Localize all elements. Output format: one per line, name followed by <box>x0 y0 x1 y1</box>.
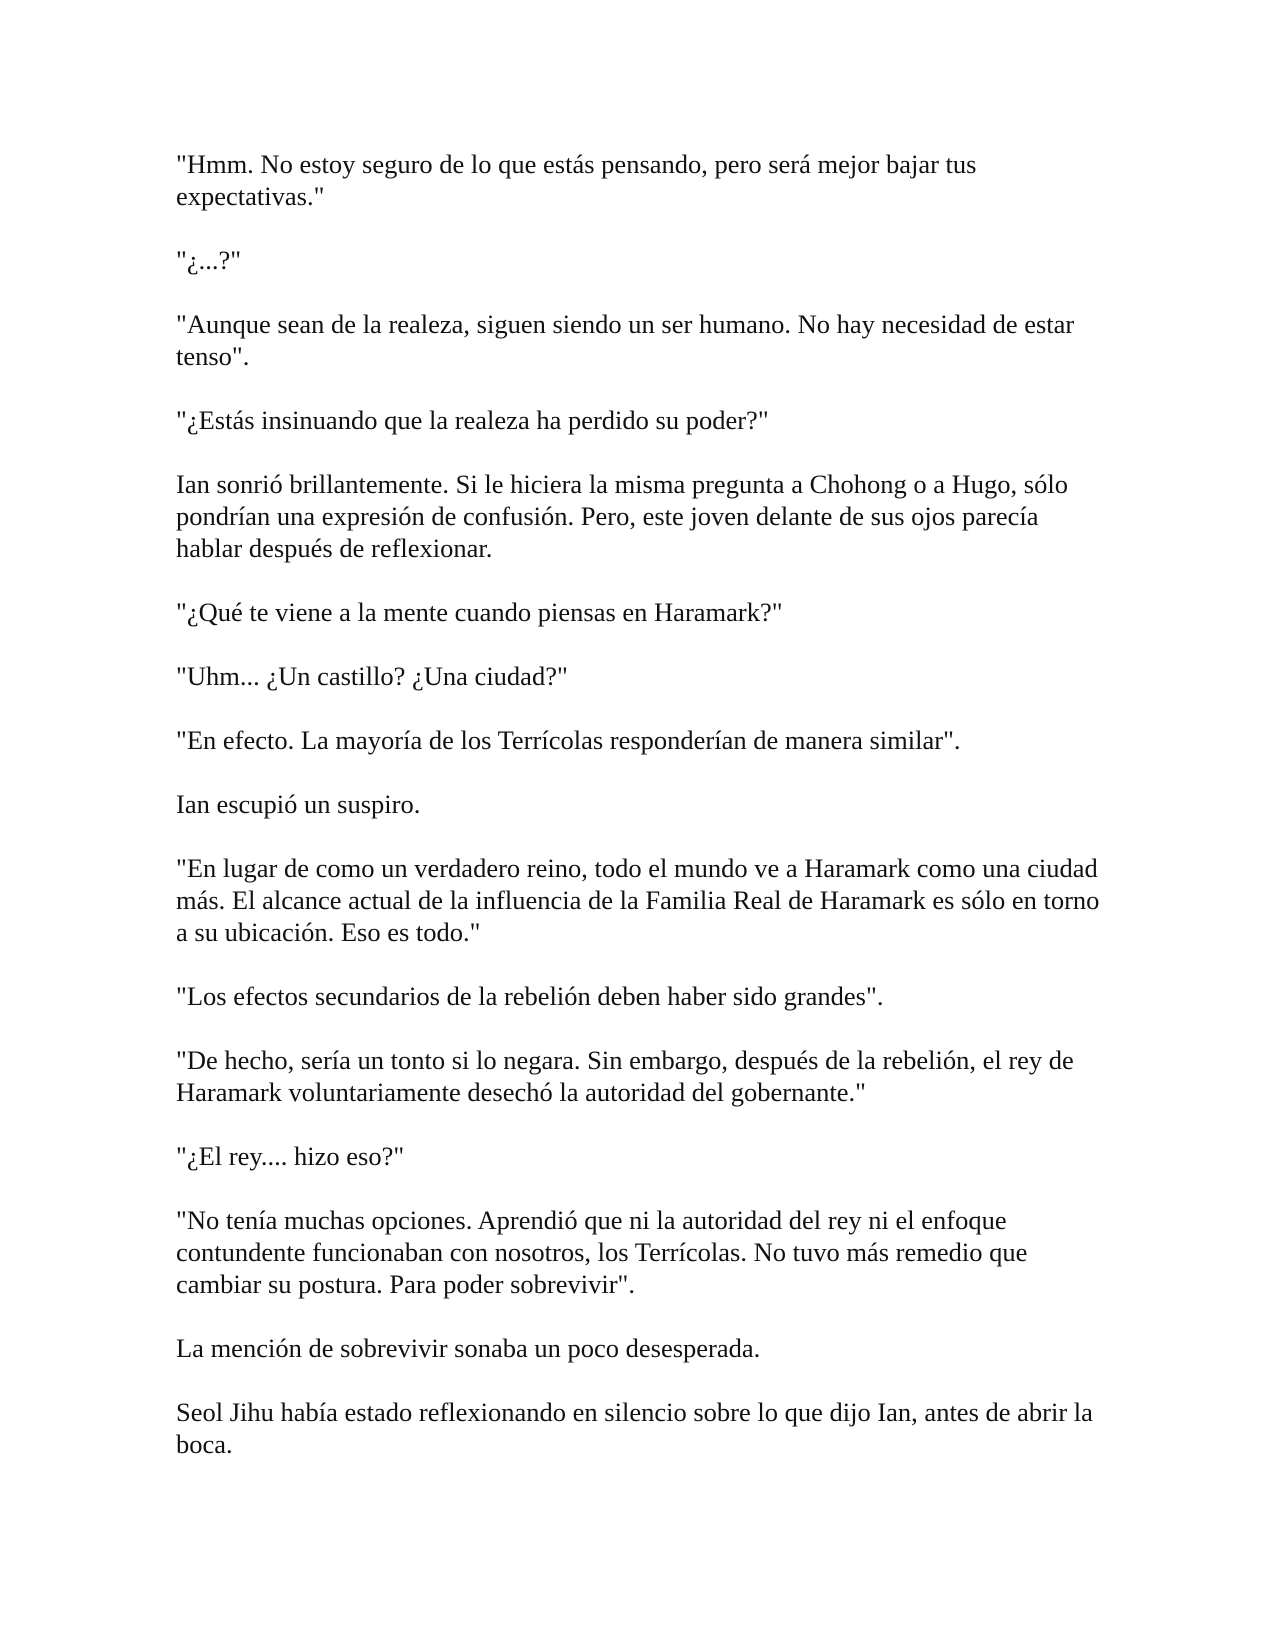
paragraph-15: La mención de sobrevivir sonaba un poco desesperada. <box>176 1333 761 1363</box>
paragraph-5: Ian sonrió brillantemente. Si le hiciera la misma pregunta a Chohong o a Hugo, sólo pondrían una expresión de confusión. Pero, este joven delante de sus ojos parecía hablar después de reflexionar. <box>176 469 1068 563</box>
paragraph-6: "¿Qué te viene a la mente cuando piensas en Haramark?" <box>176 597 783 627</box>
paragraph-2: "¿...?" <box>176 245 242 275</box>
paragraph-14: "No tenía muchas opciones. Aprendió que ni la autoridad del rey ni el enfoque contundente funcionaban con nosotros, los Terrícolas. No tuvo más remedio que cambiar su postura. Para poder sobrevivir". <box>176 1205 1028 1299</box>
paragraph-13: "¿El rey.... hizo eso?" <box>176 1141 405 1171</box>
body-text <box>176 148 1106 1492</box>
paragraph-4: "¿Estás insinuando que la realeza ha perdido su poder?" <box>176 405 769 435</box>
paragraph-12: "De hecho, sería un tonto si lo negara. Sin embargo, después de la rebelión, el rey de Haramark voluntariamente desechó la autoridad del gobernante." <box>176 1045 1074 1107</box>
paragraph-9: Ian escupió un suspiro. <box>176 789 421 819</box>
paragraph-1: "Hmm. No estoy seguro de lo que estás pensando, pero será mejor bajar tus expectativas." <box>176 149 977 211</box>
paragraph-3: "Aunque sean de la realeza, siguen siendo un ser humano. No hay necesidad de estar tenso". <box>176 309 1075 371</box>
paragraph-10: "En lugar de como un verdadero reino, todo el mundo ve a Haramark como una ciudad más. El alcance actual de la influencia de la Familia Real de Haramark es sólo en torno a su ubicación. Eso es todo." <box>176 853 1100 947</box>
paragraph-8: "En efecto. La mayoría de los Terrícolas responderían de manera similar". <box>176 725 961 755</box>
paragraph-7: "Uhm... ¿Un castillo? ¿Una ciudad?" <box>176 661 568 691</box>
paragraph-11: "Los efectos secundarios de la rebelión deben haber sido grandes". <box>176 981 884 1011</box>
paragraph-16: Seol Jihu había estado reflexionando en silencio sobre lo que dijo Ian, antes de abrir la boca. <box>176 1397 1093 1459</box>
